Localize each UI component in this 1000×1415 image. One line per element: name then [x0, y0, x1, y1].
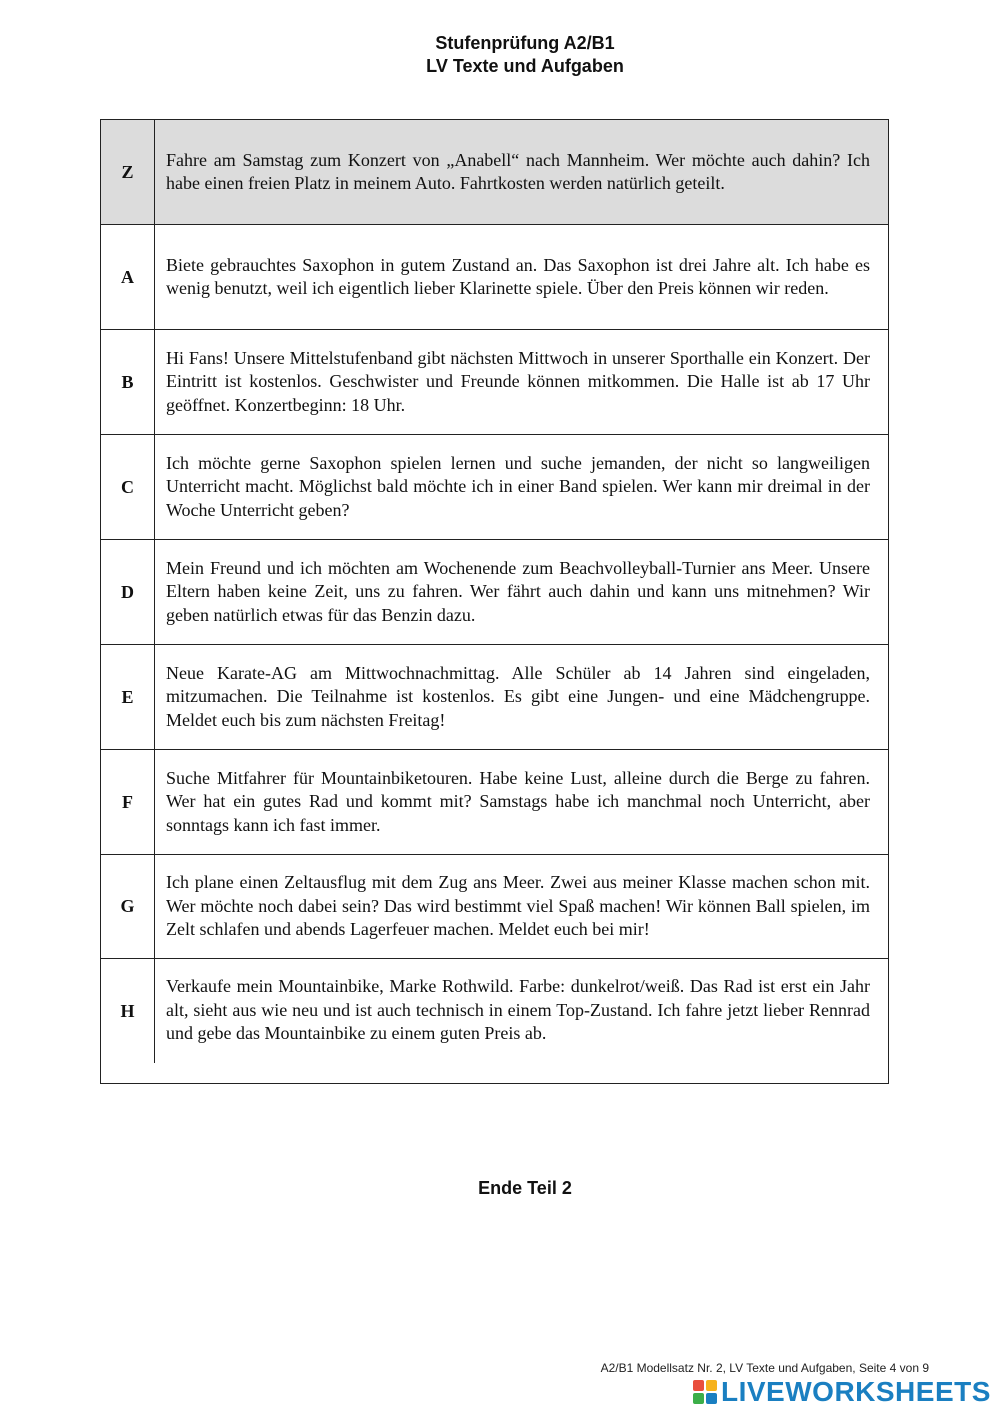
logo-square: [706, 1393, 717, 1404]
ad-text: Fahre am Samstag zum Konzert von „Anabell“ nach Mannheim. Wer möchte auch dahin? Ich habe einen freien Platz in meinem Auto. Fahrtkosten werden natürlich geteilt.: [166, 149, 870, 193]
ad-letter: H: [101, 959, 155, 1063]
ad-text: Ich möchte gerne Saxophon spielen lernen und suche jemanden, der nicht so langweiligen Unterricht macht. Möglichst bald möchte ich in einer Band spielen. Wer kann mir dreimal in der Woche Unterricht geben?: [166, 452, 870, 520]
watermark-text: LIVEWORKSHEETS: [721, 1376, 991, 1407]
page-subtitle: LV Texte und Aufgaben: [426, 56, 624, 76]
logo-square: [706, 1380, 717, 1391]
liveworksheets-logo-icon: [693, 1380, 717, 1404]
ad-text: Hi Fans! Unsere Mittelstufenband gibt nächsten Mittwoch in unserer Sporthalle ein Konzert. Der Eintritt ist kostenlos. Geschwister und Freunde können mitkommen. Die Halle ist ab 17 Uhr geöffnet. Konzertbeginn: 18 Uhr.: [166, 347, 870, 415]
ad-row-a: [101, 225, 888, 330]
ad-letter: C: [101, 435, 155, 539]
ad-text: Neue Karate-AG am Mittwochnachmittag. Alle Schüler ab 14 Jahren sind eingeladen, mitzumachen. Die Teilnahme ist kostenlos. Es gibt eine Jungen- und eine Mädchengruppe. Meldet euch bis zum nächsten Freitag!: [166, 662, 870, 730]
ad-text: Suche Mitfahrer für Mountainbiketouren. Habe keine Lust, alleine durch die Berge zu fahren. Wer hat ein gutes Rad und kommt mit? Samstags habe ich manchmal noch Unterricht, aber sonntags kann ich fast immer.: [166, 767, 870, 835]
ad-letter: B: [101, 330, 155, 434]
ad-row-z: [101, 120, 888, 225]
ad-text: Ich plane einen Zeltausflug mit dem Zug ans Meer. Zwei aus meiner Klasse machen schon mit. Wer möchte noch dabei sein? Das wird bestimmt viel Spaß machen! Wir können Ball spielen, im Zelt schlafen und abends Lagerfeuer machen. Meldet euch bei mir!: [166, 872, 870, 940]
ad-letter: D: [101, 540, 155, 644]
ad-row-g: [101, 855, 888, 959]
ad-letter: E: [101, 645, 155, 749]
ads-table: [100, 119, 889, 1084]
ad-row-d: [101, 540, 888, 645]
ad-letter: F: [101, 750, 155, 854]
liveworksheets-watermark: [693, 1377, 991, 1407]
section-end-label: Ende Teil 2: [478, 1178, 572, 1198]
ad-letter: G: [101, 855, 155, 958]
page-title: Stufenprüfung A2/B1: [435, 33, 615, 53]
ad-letter: Z: [101, 120, 155, 224]
ad-text: Mein Freund und ich möchten am Wochenende zum Beachvolleyball-Turnier ans Meer. Unsere Eltern haben keine Zeit, uns zu fahren. Wer fährt auch dahin und kann uns mitnehmen? Wir geben natürlich etwas für das Benzin dazu.: [166, 557, 870, 625]
page-footer: A2/B1 Modellsatz Nr. 2, LV Texte und Aufgaben, Seite 4 von 9: [600, 1361, 929, 1375]
ad-row-b: [101, 330, 888, 435]
logo-square: [693, 1393, 704, 1404]
page-header: [0, 32, 1000, 78]
ad-row-h: [101, 959, 888, 1084]
ad-row-c: [101, 435, 888, 540]
ad-letter: A: [101, 225, 155, 329]
ad-text: Biete gebrauchtes Saxophon in gutem Zustand an. Das Saxophon ist drei Jahre alt. Ich habe es wenig benutzt, weil ich eigentlich lieber Klarinette spiele. Über den Preis können wir reden.: [166, 254, 870, 298]
ad-text: Verkaufe mein Mountainbike, Marke Rothwild. Farbe: dunkelrot/weiß. Das Rad ist erst ein Jahr alt, sieht aus wie neu und ist auch technisch in einem Top-Zustand. Ich fahre jetzt lieber Rennrad und gebe das Mountainbike zu einem guten Preis ab.: [166, 976, 870, 1044]
logo-square: [693, 1380, 704, 1391]
ad-row-e: [101, 645, 888, 750]
ad-row-f: [101, 750, 888, 855]
